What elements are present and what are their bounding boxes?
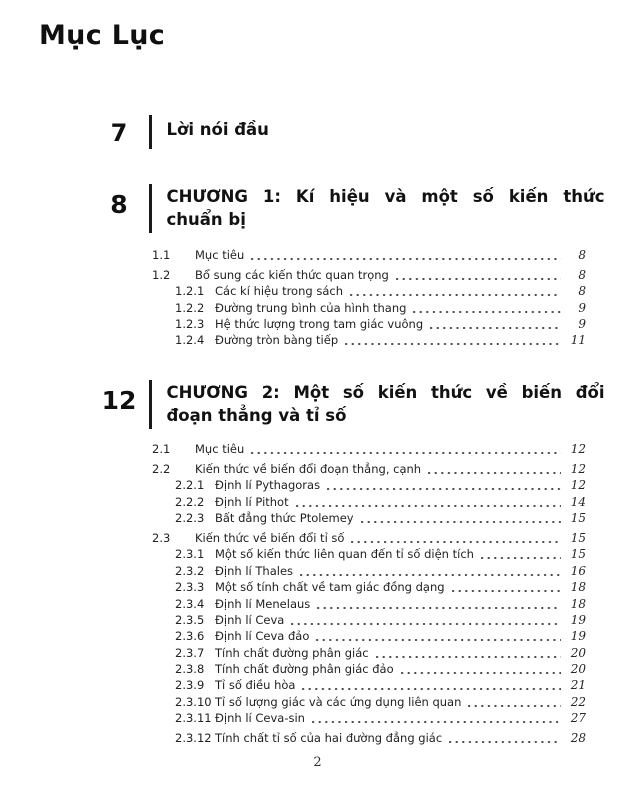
toc-entry[interactable] bbox=[152, 677, 586, 693]
vertical-rule bbox=[149, 184, 152, 233]
toc-entry-page: 12 bbox=[570, 478, 586, 493]
toc-entry-label: Đường tròn bàng tiếp bbox=[215, 333, 339, 348]
toc-entry[interactable] bbox=[152, 730, 586, 746]
chapter-2-toc-list bbox=[152, 441, 586, 746]
chapter-title bbox=[167, 380, 605, 429]
dot-leader bbox=[413, 311, 561, 313]
dot-leader bbox=[468, 705, 561, 707]
toc-entry[interactable] bbox=[152, 563, 586, 579]
toc-entry-number: 2.3 bbox=[152, 530, 171, 545]
toc-entry-label: Đường trung bình của hình thang bbox=[215, 300, 407, 315]
toc-entry-label: Tỉ số lượng giác và các ứng dụng liên quan bbox=[215, 694, 462, 709]
dot-leader bbox=[351, 541, 561, 543]
dot-leader bbox=[428, 472, 561, 474]
page-title: Mục Lục bbox=[39, 20, 166, 51]
toc-entry-number: 2.2.1 bbox=[175, 478, 205, 493]
chapter-title-line2: chuẩn bị bbox=[166, 210, 246, 229]
toc-entry-page: 20 bbox=[570, 645, 586, 660]
toc-entry-number: 2.3.6 bbox=[175, 629, 205, 644]
toc-entry-page: 8 bbox=[578, 248, 586, 262]
dot-leader bbox=[376, 656, 561, 658]
toc-entry-page: 9 bbox=[578, 317, 586, 332]
toc-entry[interactable] bbox=[152, 579, 586, 595]
chapter-title bbox=[167, 184, 605, 233]
toc-entry-label: Kiến thức về biến đổi đoạn thẳng, cạnh bbox=[195, 461, 422, 476]
toc-entry[interactable] bbox=[152, 461, 586, 477]
toc-entry-number: 2.3.12 bbox=[175, 730, 212, 745]
chapter-heading-block[interactable] bbox=[100, 184, 605, 233]
toc-entry-number: 1.1 bbox=[152, 248, 171, 262]
dot-leader bbox=[345, 343, 561, 345]
toc-entry-label: Bất đẳng thức Ptolemey bbox=[215, 511, 354, 526]
chapter-title-line2: đoạn thẳng và tỉ số bbox=[166, 406, 347, 425]
toc-entry[interactable] bbox=[152, 628, 586, 644]
front-matter-start-page: 7 bbox=[110, 119, 128, 147]
toc-entry[interactable] bbox=[152, 494, 586, 510]
dot-leader bbox=[296, 505, 561, 507]
dot-leader bbox=[312, 721, 561, 723]
toc-entry-label: Một số tính chất về tam giác đồng dạng bbox=[215, 580, 445, 595]
dot-leader bbox=[291, 623, 561, 625]
toc-entry[interactable] bbox=[152, 267, 586, 283]
toc-entry[interactable] bbox=[152, 530, 586, 546]
chapter-start-page: 12 bbox=[101, 386, 137, 415]
dot-leader bbox=[300, 574, 561, 576]
toc-entry-page: 22 bbox=[570, 694, 586, 709]
toc-entry-label: Định lí Ceva đảo bbox=[215, 629, 310, 644]
dot-leader bbox=[396, 278, 561, 280]
toc-entry-page: 12 bbox=[570, 461, 586, 476]
toc-entry-number: 2.3.11 bbox=[175, 711, 212, 726]
toc-entry-label: Tính chất đường phân giác đảo bbox=[215, 662, 394, 677]
toc-entry-number: 2.2.2 bbox=[175, 494, 205, 509]
dot-leader bbox=[302, 688, 561, 690]
dot-leader bbox=[327, 488, 561, 490]
dot-leader bbox=[317, 607, 561, 609]
toc-entry-label: Tính chất đường phân giác bbox=[215, 645, 369, 660]
dot-leader bbox=[361, 521, 561, 523]
toc-entry[interactable] bbox=[152, 283, 586, 299]
toc-entry-number: 2.3.10 bbox=[175, 694, 212, 709]
toc-entry-label: Tỉ số điều hòa bbox=[215, 678, 296, 693]
toc-entry-label: Mục tiêu bbox=[195, 442, 245, 456]
dot-leader bbox=[316, 639, 561, 641]
toc-entry-page: 15 bbox=[570, 530, 586, 545]
toc-entry[interactable] bbox=[152, 510, 586, 526]
vertical-rule bbox=[149, 115, 152, 149]
toc-entry-label: Tính chất tỉ số của hai đường đẳng giác bbox=[215, 730, 443, 745]
toc-entry-number: 2.3.4 bbox=[175, 596, 205, 611]
toc-entry[interactable] bbox=[152, 710, 586, 726]
toc-entry-label: Một số kiến thức liên quan đến tỉ số diện tích bbox=[215, 547, 474, 562]
toc-entry-page: 27 bbox=[570, 711, 586, 726]
toc-entry[interactable] bbox=[152, 694, 586, 710]
toc-entry-number: 2.3.5 bbox=[175, 612, 205, 627]
chapter-heading-block[interactable] bbox=[100, 380, 605, 429]
toc-entry[interactable] bbox=[152, 316, 586, 332]
dot-leader bbox=[430, 327, 561, 329]
toc-entry-page: 15 bbox=[570, 547, 586, 562]
toc-entry-number: 2.3.3 bbox=[175, 580, 205, 595]
toc-entry-page: 14 bbox=[570, 494, 586, 509]
toc-entry-number: 2.3.8 bbox=[175, 662, 205, 677]
toc-entry-page: 20 bbox=[570, 662, 586, 677]
toc-entry-page: 18 bbox=[570, 596, 586, 611]
toc-entry-page: 8 bbox=[578, 284, 586, 299]
toc-entry-number: 2.2.3 bbox=[175, 511, 205, 526]
chapter-start-page: 8 bbox=[110, 190, 128, 219]
toc-entry-number: 1.2.1 bbox=[175, 284, 205, 299]
front-matter-block[interactable] bbox=[100, 115, 269, 149]
dot-leader bbox=[401, 672, 561, 674]
toc-entry[interactable] bbox=[152, 612, 586, 628]
toc-entry-page: 8 bbox=[578, 267, 586, 282]
toc-entry-number: 2.2 bbox=[152, 461, 171, 476]
dot-leader bbox=[251, 452, 561, 454]
toc-entry-number: 2.3.2 bbox=[175, 563, 205, 578]
toc-entry-label: Mục tiêu bbox=[195, 248, 245, 262]
dot-leader bbox=[481, 557, 561, 559]
toc-entry-page: 19 bbox=[570, 612, 586, 627]
vertical-rule bbox=[149, 380, 152, 429]
toc-entry-label: Định lí Pithot bbox=[215, 494, 289, 509]
toc-entry-page: 28 bbox=[570, 730, 586, 745]
dot-leader bbox=[452, 590, 561, 592]
toc-entry-number: 1.2.3 bbox=[175, 317, 205, 332]
toc-entry-label: Các kí hiệu trong sách bbox=[215, 284, 343, 299]
chapter-title-line1: CHƯƠNG 2: Một số kiến thức về biến đổi bbox=[166, 383, 605, 402]
toc-entry[interactable] bbox=[152, 645, 586, 661]
toc-entry-label: Định lí Menelaus bbox=[215, 596, 311, 611]
toc-entry-label: Định lí Ceva bbox=[215, 612, 285, 627]
toc-entry-page: 9 bbox=[578, 300, 586, 315]
toc-entry-label: Định lí Pythagoras bbox=[215, 478, 321, 493]
chapter-1-toc-list bbox=[152, 247, 586, 349]
toc-entry-page: 11 bbox=[570, 333, 586, 348]
toc-entry-number: 1.2.2 bbox=[175, 300, 205, 315]
dot-leader bbox=[251, 258, 561, 260]
toc-entry-page: 15 bbox=[570, 511, 586, 526]
toc-entry-number: 2.3.1 bbox=[175, 547, 205, 562]
toc-entry[interactable] bbox=[152, 477, 586, 493]
toc-entry-label: Bổ sung các kiến thức quan trọng bbox=[195, 267, 389, 282]
toc-entry[interactable] bbox=[152, 441, 586, 457]
toc-entry[interactable] bbox=[152, 332, 586, 348]
toc-entry-number: 1.2.4 bbox=[175, 333, 205, 348]
toc-entry-page: 16 bbox=[570, 563, 586, 578]
toc-entry[interactable] bbox=[152, 596, 586, 612]
toc-entry[interactable] bbox=[152, 247, 586, 263]
toc-entry-page: 21 bbox=[570, 678, 586, 693]
toc-entry-page: 12 bbox=[570, 442, 586, 456]
dot-leader bbox=[350, 294, 561, 296]
toc-entry[interactable] bbox=[152, 661, 586, 677]
footer-page-number: 2 bbox=[313, 755, 322, 770]
toc-entry-number: 2.3.7 bbox=[175, 645, 205, 660]
toc-entry-number: 1.2 bbox=[152, 267, 171, 282]
chapter-title-line1: CHƯƠNG 1: Kí hiệu và một số kiến thức bbox=[166, 187, 605, 206]
toc-entry-page: 18 bbox=[570, 580, 586, 595]
toc-entry[interactable] bbox=[152, 546, 586, 562]
toc-entry-label: Định lí Thales bbox=[215, 563, 294, 578]
toc-entry-label: Hệ thức lượng trong tam giác vuông bbox=[215, 317, 424, 332]
toc-entry-page: 19 bbox=[570, 629, 586, 644]
toc-entry-number: 2.1 bbox=[152, 442, 171, 456]
dot-leader bbox=[449, 741, 561, 743]
toc-entry-label: Định lí Ceva-sin bbox=[215, 711, 305, 726]
toc-entry-number: 2.3.9 bbox=[175, 678, 205, 693]
toc-entry[interactable] bbox=[152, 300, 586, 316]
front-matter-title: Lời nói đầu bbox=[166, 120, 269, 139]
toc-entry-label: Kiến thức về biến đổi tỉ số bbox=[195, 530, 345, 545]
